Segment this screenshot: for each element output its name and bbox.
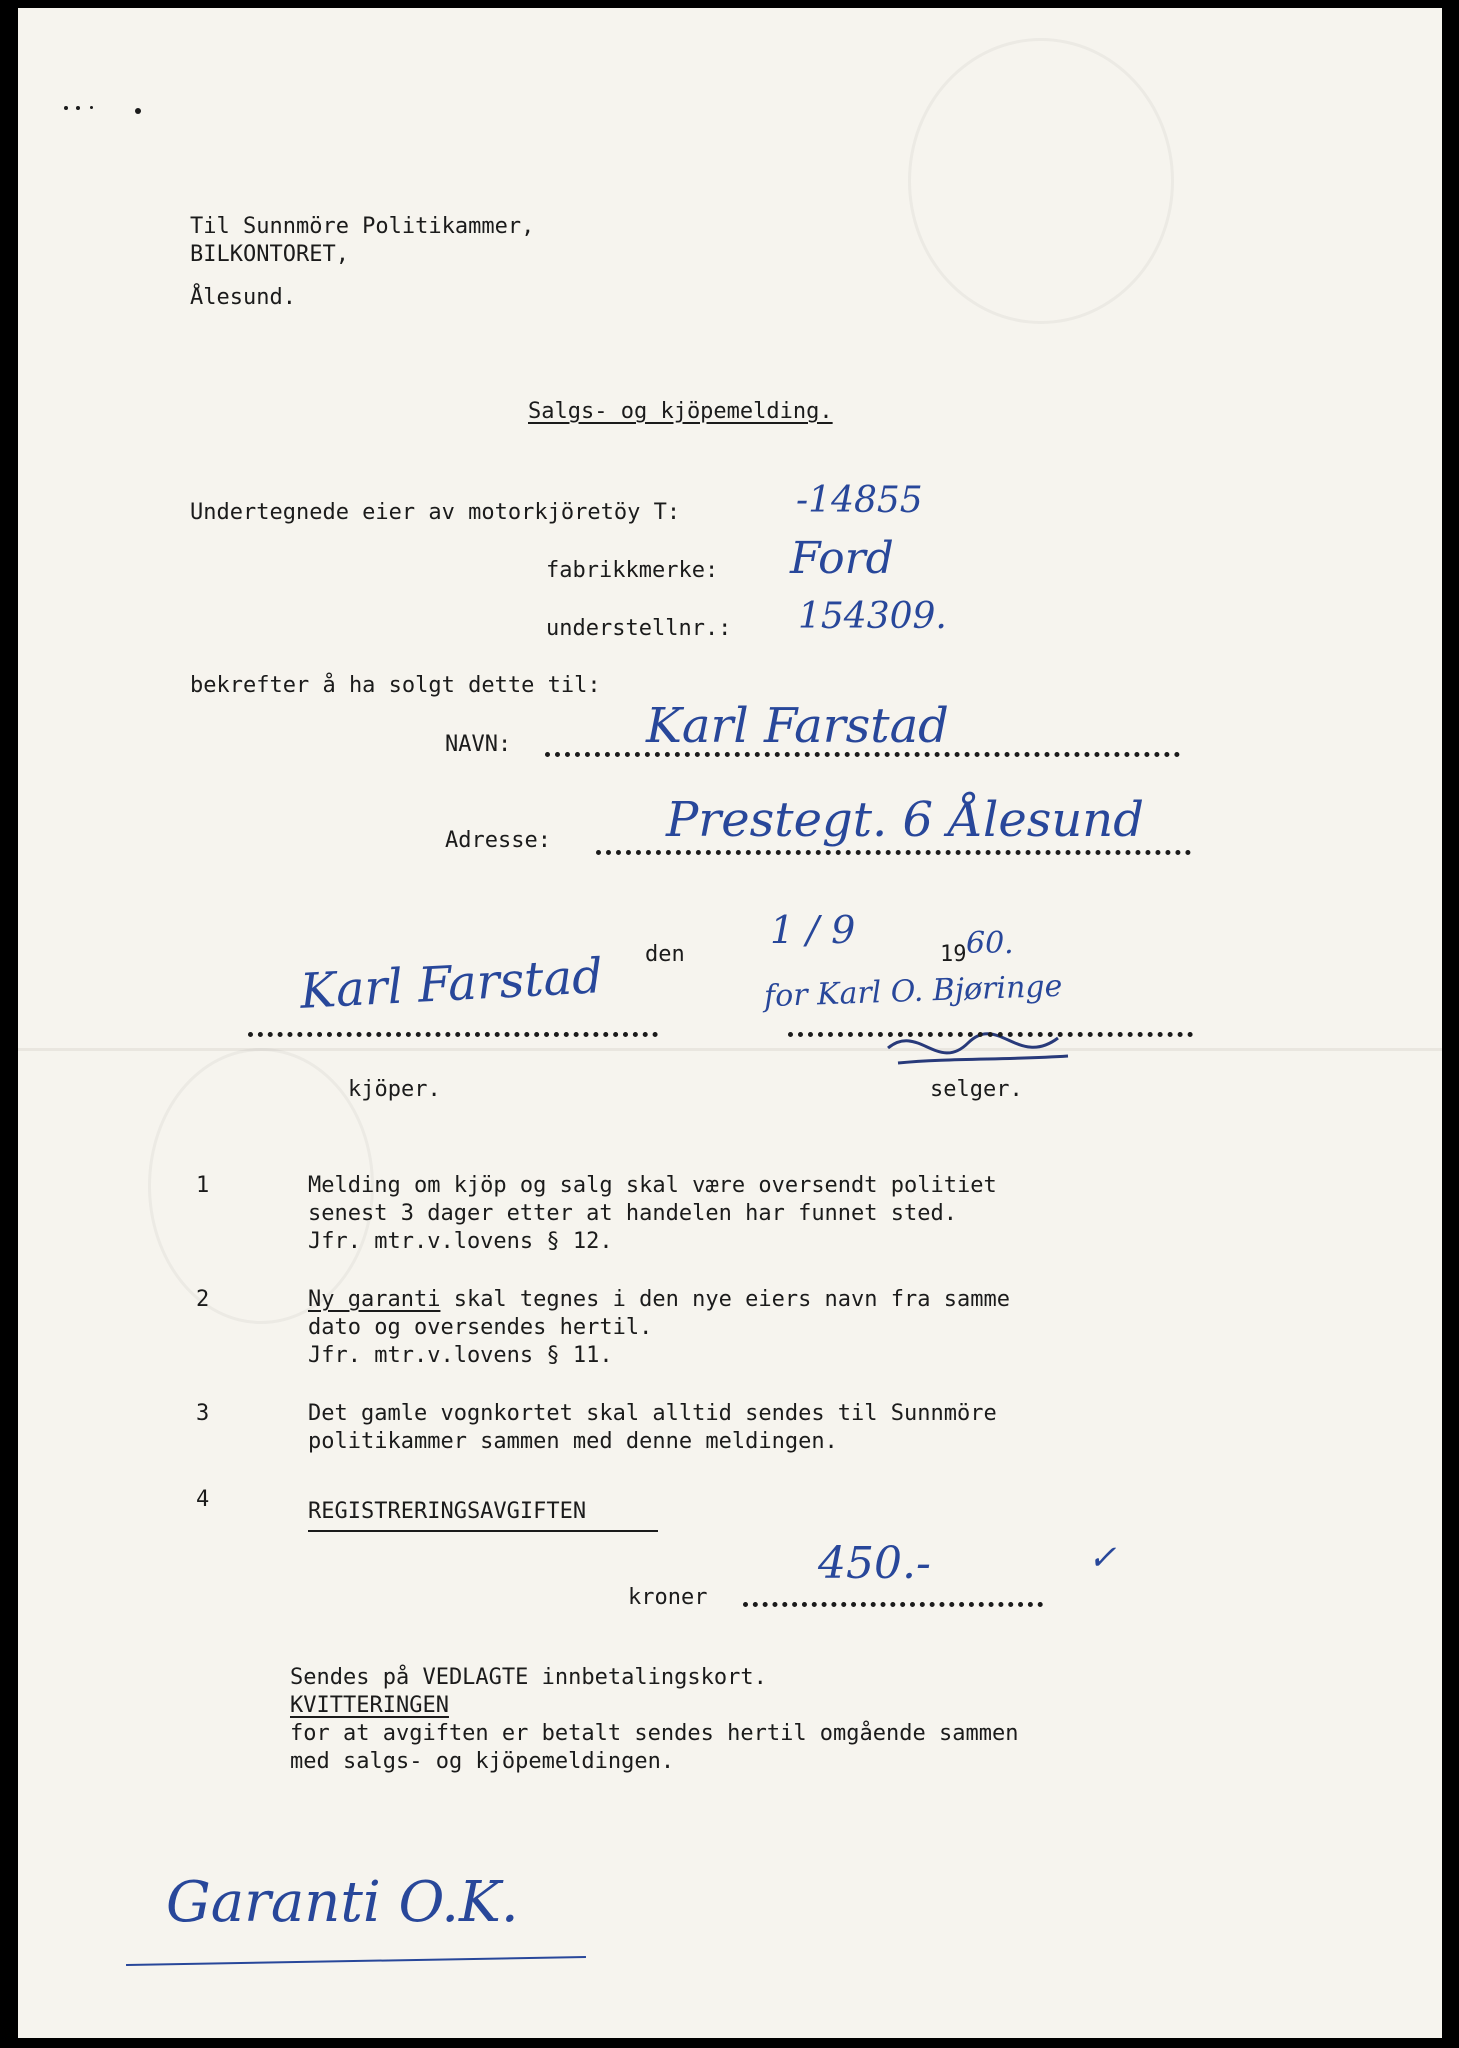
seller-signature-scribble	[878, 1018, 1078, 1078]
date-prefix: den	[645, 942, 685, 967]
buyer-signature-line	[248, 1032, 658, 1037]
note-number: 3	[196, 1401, 210, 1426]
date-day-month: 1 / 9	[770, 908, 856, 952]
chassis-label: understellnr.:	[546, 616, 732, 641]
payment-line-1: Sendes på VEDLAGTE innbetalingskort.	[290, 1665, 767, 1690]
buyer-name-label: NAVN:	[445, 732, 512, 757]
note-1-line-3: Jfr. mtr.v.lovens § 12.	[308, 1229, 613, 1254]
buyer-address-line	[596, 850, 1191, 855]
document-page	[18, 8, 1442, 2038]
note-2-line-1	[308, 1286, 1010, 1314]
note-3-line-2: politikammer sammen med denne meldingen.	[308, 1429, 838, 1454]
footer-note: Garanti O.K.	[166, 1870, 519, 1935]
payment-line-3: for at avgiften er betalt sendes hertil omgående sammen	[290, 1721, 1019, 1746]
document-title: Salgs- og kjöpemelding.	[528, 399, 833, 424]
corner-mark	[64, 106, 68, 110]
note-2-line-3: Jfr. mtr.v.lovens § 11.	[308, 1343, 613, 1368]
vehicle-reg-value: -14855	[796, 480, 923, 521]
make-label: fabrikkmerke:	[546, 558, 719, 583]
date-year-handwritten: 60.	[966, 926, 1014, 961]
chassis-value: 154309.	[798, 596, 947, 637]
note-3-line-1: Det gamle vognkortet skal alltid sendes til Sunnmöre	[308, 1401, 997, 1426]
seller-signature: for Karl O. Bjøringe	[763, 968, 1063, 1015]
note-number: 4	[196, 1487, 210, 1512]
vehicle-intro-label: Undertegnede eier av motorkjöretöy T:	[190, 500, 681, 525]
corner-mark	[90, 106, 93, 109]
fee-label: kroner	[628, 1585, 708, 1610]
buyer-name-value: Karl Farstad	[646, 698, 949, 754]
buyer-address-value: Prestegt. 6 Ålesund	[666, 792, 1144, 848]
recipient-line-1: Til Sunnmöre Politikammer,	[190, 214, 535, 239]
recipient-line-3: Ålesund.	[190, 285, 296, 310]
new-guarantee-term: Ny garanti	[308, 1287, 441, 1312]
corner-mark	[135, 108, 141, 114]
emboss-stamp-top	[908, 38, 1174, 324]
note-1-line-2: senest 3 dager etter at handelen har funnet sted.	[308, 1201, 958, 1226]
buyer-address-label: Adresse:	[445, 828, 551, 853]
note-1-line-1: Melding om kjöp og salg skal være oversendt politiet	[308, 1173, 997, 1198]
buyer-caption: kjöper.	[348, 1077, 441, 1102]
note-2-line-2: dato og oversendes hertil.	[308, 1315, 653, 1340]
fee-heading-rule	[308, 1530, 658, 1532]
footer-note-underline	[126, 1956, 586, 1966]
fee-heading: REGISTRERINGSAVGIFTEN	[308, 1499, 587, 1524]
payment-line-4: med salgs- og kjöpemeldingen.	[290, 1749, 675, 1774]
date-year-printed: 19	[940, 942, 967, 967]
note-2-line-1-rest: skal tegnes i den nye eiers navn fra samme	[440, 1287, 1010, 1312]
fee-amount: 450.-	[818, 1538, 931, 1589]
seller-signature-line	[788, 1032, 1193, 1037]
fee-check-mark: ✓	[1088, 1538, 1117, 1578]
seller-caption: selger.	[930, 1077, 1023, 1102]
fold-line	[18, 1048, 1442, 1051]
payment-line-2: KVITTERINGEN	[290, 1693, 449, 1718]
fee-line	[743, 1602, 1043, 1607]
note-number: 2	[196, 1287, 210, 1312]
corner-mark	[76, 106, 80, 110]
recipient-line-2: BILKONTORET,	[190, 242, 349, 267]
note-number: 1	[196, 1173, 210, 1198]
buyer-signature: Karl Farstad	[298, 948, 605, 1020]
sold-to-label: bekrefter å ha solgt dette til:	[190, 673, 601, 698]
make-value: Ford	[790, 533, 894, 584]
